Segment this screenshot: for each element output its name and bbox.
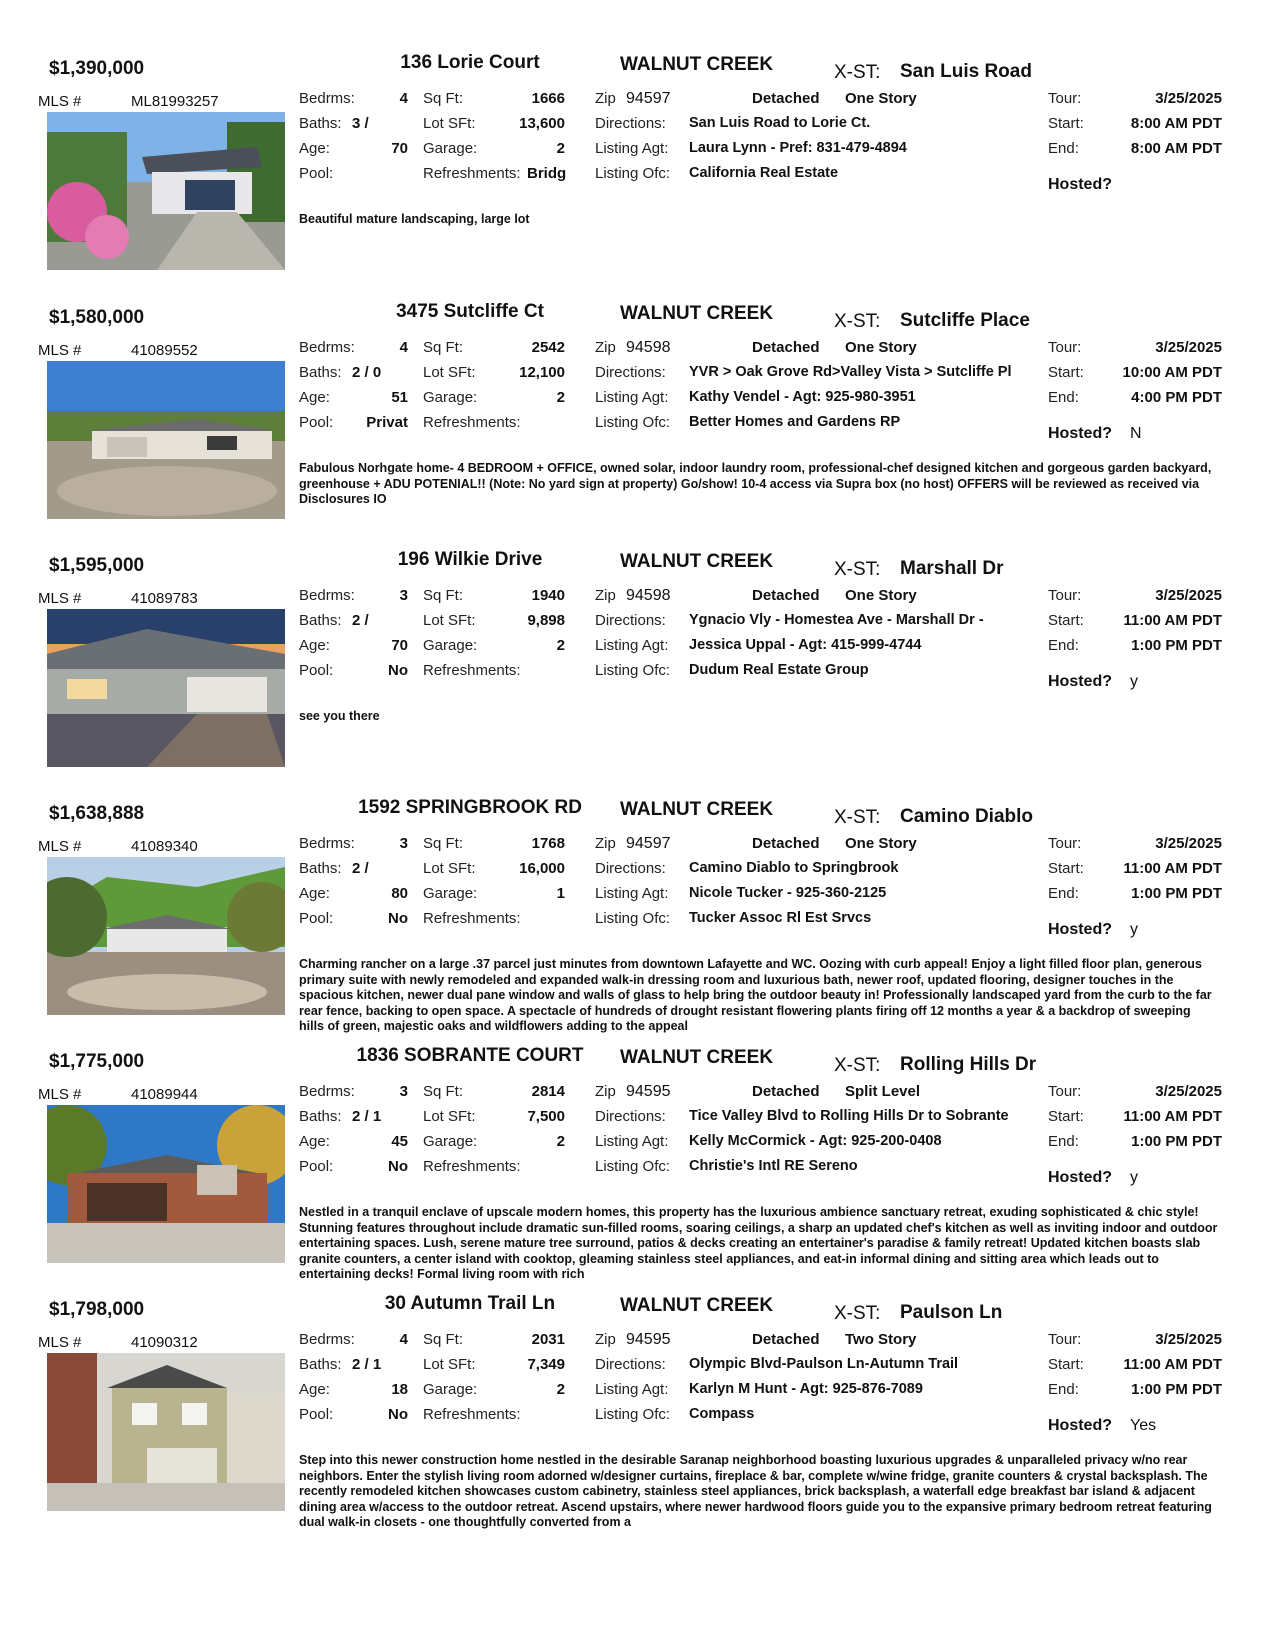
listing-address: 30 Autumn Trail Ln — [384, 1293, 556, 1314]
sqft-label: Sq Ft: — [423, 90, 464, 107]
property-style: One Story — [845, 587, 917, 604]
listing-price: $1,390,000 — [49, 58, 145, 79]
sqft-label: Sq Ft: — [423, 587, 464, 604]
listing-photo — [47, 609, 285, 767]
age-value: 45 — [391, 1133, 408, 1150]
brick-house-autumn-trees-image — [47, 1105, 285, 1263]
listing-card — [0, 1289, 1275, 1551]
end-time: 8:00 AM PDT — [1130, 140, 1222, 157]
sqft-label: Sq Ft: — [423, 1331, 464, 1348]
sqft-value: 2031 — [531, 1331, 565, 1348]
hosted-label: Hosted? — [1048, 1169, 1112, 1186]
baths-value: 2 / — [352, 612, 369, 629]
property-style: One Story — [845, 90, 917, 107]
end-time: 1:00 PM PDT — [1131, 637, 1222, 654]
baths-label: Baths: — [299, 115, 342, 132]
listing-description: Charming rancher on a large .37 parcel just minutes from downtown Lafayette and WC. Oozing with curb appeal! Enjoy a light filled floor plan, generous primary suite with newly remodeled and expanded walk-in dressing room and luxurious bath, newer roof, updated flooring, designer touches in the spacious kitchen, newer dual pane window and walls of glass to help bring the outdoor beauty in! Professionally landscaped yard from the curb to the far rear fence, backing to open space. A spectacle of hundreds of drought resistant flowering plants firing off 12 months a year & a backdrop of sweeping hills of green, majestic oaks and wildflowers adding to the appeal — [299, 957, 1212, 1033]
hosted-label: Hosted? — [1048, 425, 1112, 442]
pool-value: No — [388, 910, 408, 927]
cross-street: Camino Diablo — [900, 806, 1034, 827]
baths-label: Baths: — [299, 612, 342, 629]
mls-label: MLS # — [38, 590, 82, 607]
baths-value: 2 / — [352, 860, 369, 877]
baths-label: Baths: — [299, 364, 342, 381]
pool-label: Pool: — [299, 1158, 334, 1175]
mls-number: 41089552 — [131, 342, 198, 359]
directions-value: Ygnacio Vly - Homestea Ave - Marshall Dr - — [689, 612, 984, 628]
bedrms-label: Bedrms: — [299, 339, 355, 356]
directions-label: Directions: — [595, 364, 666, 381]
listing-city: WALNUT CREEK — [620, 1047, 774, 1068]
listing-address: 1592 SPRINGBROOK RD — [358, 797, 582, 818]
end-label: End: — [1048, 389, 1079, 406]
directions-value: Olympic Blvd-Paulson Ln-Autumn Trail — [689, 1356, 959, 1372]
garage-value: 2 — [556, 637, 565, 654]
house-blue-flowers-image — [47, 112, 285, 270]
pool-value: No — [388, 1158, 408, 1175]
mls-number: 41090312 — [131, 1334, 198, 1351]
listing-price: $1,798,000 — [49, 1299, 145, 1320]
listing-agent-label: Listing Agt: — [595, 140, 669, 157]
two-story-house-image — [47, 1353, 285, 1511]
lotsft-value: 9,898 — [527, 612, 565, 629]
listing-address: 1836 SOBRANTE COURT — [356, 1045, 584, 1066]
listing-office-label: Listing Ofc: — [595, 165, 671, 182]
listing-office-label: Listing Ofc: — [595, 1406, 671, 1423]
directions-value: Camino Diablo to Springbrook — [689, 860, 899, 876]
property-style: Two Story — [845, 1331, 917, 1348]
bedrms-value: 3 — [399, 835, 408, 852]
hosted-label: Hosted? — [1048, 921, 1112, 938]
start-label: Start: — [1048, 115, 1084, 132]
bedrms-label: Bedrms: — [299, 1331, 355, 1348]
cross-street-label: X-ST: — [834, 807, 881, 828]
age-value: 80 — [391, 885, 408, 902]
listing-office-value: Christie's Intl RE Sereno — [689, 1158, 858, 1174]
baths-label: Baths: — [299, 1356, 342, 1373]
bedrms-value: 4 — [399, 1331, 408, 1348]
sqft-value: 1940 — [531, 587, 565, 604]
property-style: One Story — [845, 339, 917, 356]
listing-description: see you there — [299, 709, 380, 723]
lotsft-value: 12,100 — [519, 364, 565, 381]
listing-card — [0, 545, 1275, 807]
mls-label: MLS # — [38, 93, 82, 110]
age-label: Age: — [299, 885, 330, 902]
tour-label: Tour: — [1048, 1083, 1082, 1100]
bedrms-value: 4 — [399, 339, 408, 356]
bedrms-value: 3 — [399, 1083, 408, 1100]
hosted-value: y — [1130, 673, 1138, 690]
garage-label: Garage: — [423, 389, 478, 406]
garage-label: Garage: — [423, 1133, 478, 1150]
directions-label: Directions: — [595, 1356, 666, 1373]
listing-description: Nestled in a tranquil enclave of upscale modern homes, this property has the luxurious ambience sanctuary retreat, exuding sophisticated & chic style! Stunning features throughout include dramatic sun-filled rooms, soaring ceilings, a sharp an updated chef's kitchen as well as inviting indoor and outdoor entertaining spaces. Lush, serene mature tree surround, patios & decks creating an entertainer's paradise & family retreat! Updated kitchen boasts slab granite counters, a center island with cooktop, gleaming stainless steel appliances, and eat-in informal dining and sitting area which leads out to entertaining decks! Formal living room with rich — [299, 1205, 1218, 1281]
bedrms-value: 3 — [399, 587, 408, 604]
garage-value: 2 — [556, 1133, 565, 1150]
zip-value: 94597 — [626, 835, 671, 852]
sqft-label: Sq Ft: — [423, 835, 464, 852]
start-time: 11:00 AM PDT — [1123, 1356, 1222, 1373]
end-time: 1:00 PM PDT — [1131, 1381, 1222, 1398]
listing-office-value: Tucker Assoc Rl Est Srvcs — [689, 910, 872, 926]
garage-value: 2 — [556, 1381, 565, 1398]
rancher-green-hills-image — [47, 857, 285, 1015]
property-style: Split Level — [845, 1083, 921, 1100]
listing-photo — [47, 857, 285, 1015]
listing-city: WALNUT CREEK — [620, 303, 774, 324]
cross-street-label: X-ST: — [834, 311, 881, 332]
bedrms-label: Bedrms: — [299, 1083, 355, 1100]
cross-street: Rolling Hills Dr — [900, 1054, 1037, 1075]
lotsft-value: 13,600 — [519, 115, 565, 132]
end-label: End: — [1048, 140, 1079, 157]
end-label: End: — [1048, 1381, 1079, 1398]
listing-photo — [47, 1353, 285, 1511]
listing-agent-value: Laura Lynn - Pref: 831-479-4894 — [689, 140, 907, 156]
garage-value: 2 — [556, 140, 565, 157]
listing-agent-label: Listing Agt: — [595, 1381, 669, 1398]
listing-card — [0, 297, 1275, 559]
refreshments-label: Refreshments: — [423, 662, 521, 679]
start-time: 11:00 AM PDT — [1123, 1108, 1222, 1125]
pool-label: Pool: — [299, 414, 334, 431]
listing-price: $1,775,000 — [49, 1051, 145, 1072]
listing-agent-label: Listing Agt: — [595, 885, 669, 902]
cross-street: Marshall Dr — [900, 558, 1004, 579]
ranch-house-dusk-image — [47, 609, 285, 767]
listing-address: 3475 Sutcliffe Ct — [396, 301, 544, 322]
cross-street-label: X-ST: — [834, 1303, 881, 1324]
hosted-value: y — [1130, 921, 1138, 938]
end-time: 4:00 PM PDT — [1131, 389, 1222, 406]
age-label: Age: — [299, 389, 330, 406]
zip-value: 94595 — [626, 1083, 671, 1100]
directions-label: Directions: — [595, 612, 666, 629]
sqft-value: 1768 — [531, 835, 565, 852]
mls-number: 41089340 — [131, 838, 198, 855]
start-time: 11:00 AM PDT — [1123, 612, 1222, 629]
listing-office-label: Listing Ofc: — [595, 414, 671, 431]
refreshments-label: Refreshments: — [423, 910, 521, 927]
tour-label: Tour: — [1048, 835, 1082, 852]
bedrms-label: Bedrms: — [299, 587, 355, 604]
bedrms-value: 4 — [399, 90, 408, 107]
listing-price: $1,580,000 — [49, 307, 145, 328]
tour-label: Tour: — [1048, 587, 1082, 604]
start-label: Start: — [1048, 612, 1084, 629]
mls-label: MLS # — [38, 1086, 82, 1103]
baths-value: 3 / — [352, 115, 369, 132]
refreshments-label: Refreshments: — [423, 414, 521, 431]
mls-number: 41089783 — [131, 590, 198, 607]
age-value: 18 — [391, 1381, 408, 1398]
bedrms-label: Bedrms: — [299, 90, 355, 107]
baths-label: Baths: — [299, 860, 342, 877]
end-time: 1:00 PM PDT — [1131, 1133, 1222, 1150]
listing-agent-value: Karlyn M Hunt - Agt: 925-876-7089 — [689, 1381, 923, 1397]
start-label: Start: — [1048, 860, 1084, 877]
directions-label: Directions: — [595, 115, 666, 132]
listing-city: WALNUT CREEK — [620, 551, 774, 572]
start-time: 8:00 AM PDT — [1130, 115, 1222, 132]
listing-photo — [47, 361, 285, 519]
zip-value: 94598 — [626, 587, 671, 604]
listing-agent-value: Nicole Tucker - 925-360-2125 — [689, 885, 887, 901]
pool-value: No — [388, 1406, 408, 1423]
hosted-label: Hosted? — [1048, 673, 1112, 690]
property-type: Detached — [752, 835, 820, 852]
garage-label: Garage: — [423, 1381, 478, 1398]
sqft-value: 2814 — [531, 1083, 565, 1100]
mls-label: MLS # — [38, 1334, 82, 1351]
lotsft-value: 7,349 — [527, 1356, 565, 1373]
tour-date: 3/25/2025 — [1155, 1083, 1222, 1100]
listing-office-value: Dudum Real Estate Group — [689, 662, 869, 678]
pool-value: No — [388, 662, 408, 679]
listing-agent-value: Jessica Uppal - Agt: 415-999-4744 — [689, 637, 922, 653]
pool-label: Pool: — [299, 165, 334, 182]
garage-label: Garage: — [423, 637, 478, 654]
zip-value: 94598 — [626, 339, 671, 356]
cross-street: Sutcliffe Place — [900, 310, 1030, 331]
listing-office-label: Listing Ofc: — [595, 1158, 671, 1175]
mls-label: MLS # — [38, 342, 82, 359]
refreshments-label: Refreshments: — [423, 1158, 521, 1175]
zip-label: Zip — [595, 835, 616, 852]
lotsft-label: Lot SFt: — [423, 1356, 476, 1373]
tour-date: 3/25/2025 — [1155, 339, 1222, 356]
tour-label: Tour: — [1048, 1331, 1082, 1348]
age-value: 70 — [391, 637, 408, 654]
start-label: Start: — [1048, 1356, 1084, 1373]
end-time: 1:00 PM PDT — [1131, 885, 1222, 902]
refreshments-label: Refreshments: — [423, 1406, 521, 1423]
property-type: Detached — [752, 90, 820, 107]
zip-label: Zip — [595, 339, 616, 356]
age-label: Age: — [299, 140, 330, 157]
listing-photo — [47, 112, 285, 270]
listing-city: WALNUT CREEK — [620, 54, 774, 75]
listing-office-label: Listing Ofc: — [595, 910, 671, 927]
baths-value: 2 / 1 — [352, 1108, 382, 1125]
end-label: End: — [1048, 885, 1079, 902]
tour-date: 3/25/2025 — [1155, 835, 1222, 852]
directions-value: YVR > Oak Grove Rd>Valley Vista > Sutcliffe Pl — [689, 364, 1012, 380]
property-style: One Story — [845, 835, 917, 852]
start-label: Start: — [1048, 1108, 1084, 1125]
listing-price: $1,595,000 — [49, 555, 145, 576]
listing-photo — [47, 1105, 285, 1263]
zip-value: 94595 — [626, 1331, 671, 1348]
tour-date: 3/25/2025 — [1155, 1331, 1222, 1348]
zip-label: Zip — [595, 587, 616, 604]
listing-office-value: Better Homes and Gardens RP — [689, 414, 901, 430]
listing-address: 196 Wilkie Drive — [397, 549, 543, 570]
lotsft-label: Lot SFt: — [423, 1108, 476, 1125]
listing-address: 136 Lorie Court — [400, 52, 540, 73]
mls-number: ML81993257 — [131, 93, 219, 110]
sqft-value: 1666 — [531, 90, 565, 107]
listing-agent-value: Kathy Vendel - Agt: 925-980-3951 — [689, 389, 916, 405]
listing-description: Beautiful mature landscaping, large lot — [299, 212, 530, 226]
lotsft-label: Lot SFt: — [423, 860, 476, 877]
age-value: 70 — [391, 140, 408, 157]
listing-price: $1,638,888 — [49, 803, 145, 824]
property-type: Detached — [752, 339, 820, 356]
hosted-label: Hosted? — [1048, 176, 1112, 193]
end-label: End: — [1048, 1133, 1079, 1150]
baths-label: Baths: — [299, 1108, 342, 1125]
start-time: 11:00 AM PDT — [1123, 860, 1222, 877]
listing-office-value: California Real Estate — [689, 165, 839, 181]
cross-street-label: X-ST: — [834, 62, 881, 83]
directions-label: Directions: — [595, 860, 666, 877]
lotsft-value: 7,500 — [527, 1108, 565, 1125]
hosted-value: y — [1130, 1169, 1138, 1186]
directions-value: Tice Valley Blvd to Rolling Hills Dr to Sobrante — [689, 1108, 1009, 1124]
age-label: Age: — [299, 1133, 330, 1150]
bedrms-label: Bedrms: — [299, 835, 355, 852]
listing-card — [0, 1041, 1275, 1303]
refreshments-value: Bridg — [527, 165, 567, 182]
sqft-value: 2542 — [531, 339, 565, 356]
mls-label: MLS # — [38, 838, 82, 855]
lotsft-label: Lot SFt: — [423, 364, 476, 381]
pool-label: Pool: — [299, 662, 334, 679]
listing-description: Fabulous Norhgate home- 4 BEDROOM + OFFICE, owned solar, indoor laundry room, professional-chef designed kitchen and gorgeous garden backyard, greenhouse + ADU POTENIAL!! (Note: No yard sign at property) Go/show! 10-4 access via Supra box (no host) OFFERS will be reviewed as received via Disclosures IO — [299, 461, 1212, 506]
listing-agent-label: Listing Agt: — [595, 637, 669, 654]
listing-agent-value: Kelly McCormick - Agt: 925-200-0408 — [689, 1133, 942, 1149]
tour-label: Tour: — [1048, 339, 1082, 356]
baths-value: 2 / 0 — [352, 364, 382, 381]
hosted-value: N — [1130, 425, 1142, 442]
garage-label: Garage: — [423, 885, 478, 902]
tour-label: Tour: — [1048, 90, 1082, 107]
listing-office-label: Listing Ofc: — [595, 662, 671, 679]
lotsft-label: Lot SFt: — [423, 115, 476, 132]
listing-city: WALNUT CREEK — [620, 799, 774, 820]
garage-value: 2 — [556, 389, 565, 406]
start-time: 10:00 AM PDT — [1122, 364, 1222, 381]
listing-description: Step into this newer construction home nestled in the desirable Saranap neighborhood boasting luxurious upgrades & unparalleled privacy w/no rear neighbors. Enter the stylish living room adorned w/designer curtains, fireplace & bar, complete w/wine fridge, granite counters & crystal backsplash. The recently remodeled kitchen showcases custom cabinetry, stainless steel appliances, brick backsplash, a waterfall edge breakfast bar island & adjacent dining area w/access to the outdoor retreat. Ascend upstairs, where newer hardwood floors guide you to the expansive primary bedroom retreat featuring dual walk-in closets - one thoughtfully converted from a — [299, 1453, 1212, 1529]
ranch-house-blue-sky-image — [47, 361, 285, 519]
listing-card — [0, 48, 1275, 310]
garage-value: 1 — [556, 885, 565, 902]
end-label: End: — [1048, 637, 1079, 654]
age-label: Age: — [299, 637, 330, 654]
refreshments-label: Refreshments: — [423, 165, 521, 182]
zip-label: Zip — [595, 1331, 616, 1348]
cross-street: San Luis Road — [900, 61, 1032, 82]
property-type: Detached — [752, 1331, 820, 1348]
zip-value: 94597 — [626, 90, 671, 107]
start-label: Start: — [1048, 364, 1084, 381]
age-label: Age: — [299, 1381, 330, 1398]
listing-office-value: Compass — [689, 1406, 755, 1422]
lotsft-label: Lot SFt: — [423, 612, 476, 629]
age-value: 51 — [391, 389, 408, 406]
property-type: Detached — [752, 587, 820, 604]
zip-label: Zip — [595, 90, 616, 107]
listing-card — [0, 793, 1275, 1055]
tour-date: 3/25/2025 — [1155, 90, 1222, 107]
directions-label: Directions: — [595, 1108, 666, 1125]
cross-street: Paulson Ln — [900, 1302, 1003, 1323]
cross-street-label: X-ST: — [834, 1055, 881, 1076]
lotsft-value: 16,000 — [519, 860, 565, 877]
pool-value: Privat — [366, 414, 408, 431]
cross-street-label: X-ST: — [834, 559, 881, 580]
property-type: Detached — [752, 1083, 820, 1100]
listing-agent-label: Listing Agt: — [595, 1133, 669, 1150]
sqft-label: Sq Ft: — [423, 339, 464, 356]
pool-label: Pool: — [299, 910, 334, 927]
listing-agent-label: Listing Agt: — [595, 389, 669, 406]
directions-value: San Luis Road to Lorie Ct. — [689, 115, 871, 131]
hosted-label: Hosted? — [1048, 1417, 1112, 1434]
baths-value: 2 / 1 — [352, 1356, 382, 1373]
tour-date: 3/25/2025 — [1155, 587, 1222, 604]
mls-number: 41089944 — [131, 1086, 198, 1103]
garage-label: Garage: — [423, 140, 478, 157]
pool-label: Pool: — [299, 1406, 334, 1423]
zip-label: Zip — [595, 1083, 616, 1100]
sqft-label: Sq Ft: — [423, 1083, 464, 1100]
listing-city: WALNUT CREEK — [620, 1295, 774, 1316]
hosted-value: Yes — [1130, 1417, 1157, 1434]
